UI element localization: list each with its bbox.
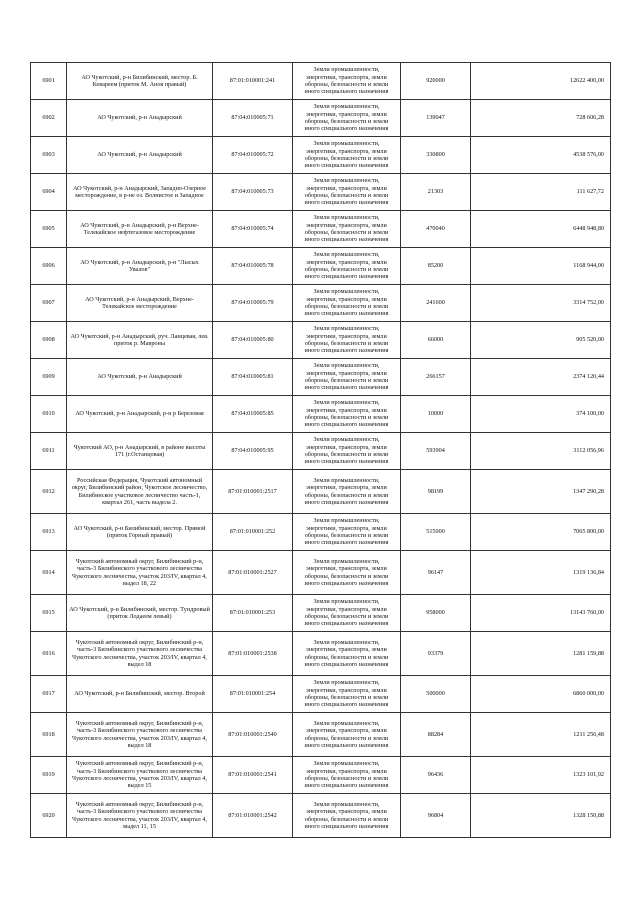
table-row [31,285,611,322]
land-category-line: обороны, безопасности и земли [304,414,389,421]
row-id: 6914 [31,551,67,595]
land-category-line: энергетики, транспорта, земли [306,295,387,303]
area-cell: 88284 [401,713,471,757]
cadastral-number-cell: 87:01:010001:241 [213,63,293,100]
cadastral-number-cell: 87:04:010005:78 [213,248,293,285]
land-category-line: обороны, безопасности и земли [304,653,389,661]
land-category-line: обороны, безопасности и земли [304,734,389,742]
land-category-line: Земли промышленности, [313,177,380,185]
land-category-line: иного специального назначения [304,347,389,355]
row-id: 6916 [31,632,67,676]
address-cell: АО Чукотский, р-н Билибинский, местор. Прямой (приток Горный правый) [67,514,213,551]
cadastral-value-cell: 1347 290,28 [471,470,611,514]
land-category-line: энергетики, транспорта, земли [306,646,387,654]
land-category-line: иного специального назначения [304,125,389,133]
table-row [31,514,611,551]
cadastral-value-cell: 1323 101,92 [471,757,611,794]
land-category-line: Земли промышленности, [313,140,380,148]
land-category-line: иного специального назначения [304,660,389,668]
land-category-line: энергетики, транспорта, земли [306,565,387,573]
cadastral-number-cell: 87:01:010001:254 [213,676,293,713]
land-category-cell [293,470,401,514]
table-row [31,211,611,248]
cadastral-number-cell: 87:04:010005:72 [213,137,293,174]
table-row [31,551,611,595]
table-row [31,359,611,396]
land-category-line: иного специального назначения [304,539,389,547]
cadastral-value-cell: 1281 159,88 [471,632,611,676]
table-row [31,757,611,794]
land-category-line: иного специального назначения [304,701,389,709]
land-category-line: Земли промышленности, [313,517,380,525]
land-category-cell [293,174,401,211]
land-category-line: иного специального назначения [304,498,389,506]
cadastral-value-cell: 6448 948,80 [471,211,611,248]
row-id: 6905 [31,211,67,248]
row-id: 6903 [31,137,67,174]
address-cell: АО Чукотский, р-н Билибинский, местор. Тундровый (приток Лодаеем левый) [67,595,213,632]
address-cell: Чукотский автономный округ, Билибинский р-н, часть-3 Билибинского участкового лесничества Чукотского лесничества, участок 203/IV, квартал 4, выдел 11, 15 [67,794,213,838]
row-id: 6915 [31,595,67,632]
land-registry-table [30,62,611,838]
land-category-line: обороны, безопасности и земли [304,229,389,236]
cadastral-number-cell: 87:04:010005:95 [213,433,293,470]
land-category-cell [293,285,401,322]
table-row [31,63,611,100]
land-category-line: иного специального назначения [304,822,389,830]
land-category-line: энергетики, транспорта, земли [306,73,387,81]
area-cell: 96804 [401,794,471,838]
land-category-line: обороны, безопасности и земли [304,303,389,310]
land-category-line: иного специального назначения [304,199,389,207]
land-category-line: обороны, безопасности и земли [304,775,389,782]
area-cell: 139047 [401,100,471,137]
row-id: 6907 [31,285,67,322]
table-row [31,137,611,174]
cadastral-value-cell: 374 100,00 [471,396,611,433]
cadastral-number-cell: 87:01:010001:2538 [213,632,293,676]
land-category-line: Земли промышленности, [313,557,380,565]
table-row [31,433,611,470]
area-cell: 920000 [401,63,471,100]
cadastral-value-cell: 13143 760,00 [471,595,611,632]
land-category-line: иного специального назначения [304,579,389,587]
table-row [31,794,611,838]
cadastral-number-cell: 87:01:010001:2517 [213,470,293,514]
land-category-cell [293,396,401,433]
row-id: 6920 [31,794,67,838]
cadastral-number-cell: 87:04:010005:79 [213,285,293,322]
cadastral-value-cell: 905 520,00 [471,322,611,359]
area-cell: 593904 [401,433,471,470]
land-category-cell [293,713,401,757]
cadastral-number-cell: 87:01:010001:2527 [213,551,293,595]
land-category-line: энергетики, транспорта, земли [306,221,387,229]
land-category-line: энергетики, транспорта, земли [306,605,387,613]
land-category-line: обороны, безопасности и земли [304,118,389,125]
land-category-line: обороны, безопасности и земли [304,815,389,823]
cadastral-value-cell: 2374 120,44 [471,359,611,396]
address-cell: Российская Федерация, Чукотский автономный округ, Билибинский район, Чукотское лесничество, Билибинское участковое лесничество часть-1, квартал 261, часть выдела 2. [67,470,213,514]
land-category-cell [293,676,401,713]
address-cell: АО Чукотский, р-н Анадырский, р-н р Березовая [67,396,213,433]
cadastral-number-cell: 87:01:010001:2542 [213,794,293,838]
land-category-line: обороны, безопасности и земли [304,81,389,88]
land-category-cell [293,322,401,359]
land-category-line: иного специального назначения [304,88,389,96]
land-category-cell [293,137,401,174]
land-category-cell [293,100,401,137]
cadastral-number-cell: 87:04:010005:71 [213,100,293,137]
row-id: 6902 [31,100,67,137]
cadastral-value-cell: 1319 136,84 [471,551,611,595]
area-cell: 241600 [401,285,471,322]
table-row [31,632,611,676]
land-category-line: энергетики, транспорта, земли [306,808,387,816]
land-category-cell [293,211,401,248]
row-id: 6919 [31,757,67,794]
land-category-cell [293,595,401,632]
land-category-line: энергетики, транспорта, земли [306,332,387,340]
cadastral-value-cell: 4538 576,00 [471,137,611,174]
cadastral-number-cell: 87:01:010001:252 [213,514,293,551]
land-category-line: обороны, безопасности и земли [304,613,389,620]
land-category-line: Земли промышленности, [313,325,380,333]
cadastral-number-cell: 87:04:010005:85 [213,396,293,433]
land-category-line: обороны, безопасности и земли [304,155,389,162]
land-category-cell [293,63,401,100]
address-cell: Чукотский автономный округ, Билибинский р-н, часть-3 Билибинского участкового лесничества Чукотского лесничества, участок 203/IV, квартал 4, выдел 18 [67,713,213,757]
land-category-line: обороны, безопасности и земли [304,340,389,347]
address-cell: АО Чукотский, р-н Анадырский [67,359,213,396]
land-category-line: энергетики, транспорта, земли [306,258,387,266]
address-cell: АО Чукотский, р-н Анадырский, р-н Верхне-Телекайское нефтегазовое месторождение [67,211,213,248]
cadastral-value-cell: 3112 056,96 [471,433,611,470]
land-category-cell [293,514,401,551]
table-row [31,322,611,359]
land-category-cell [293,433,401,470]
row-id: 6917 [31,676,67,713]
land-category-line: Земли промышленности, [313,214,380,222]
row-id: 6908 [31,322,67,359]
area-cell: 500000 [401,676,471,713]
table-row [31,470,611,514]
land-category-line: иного специального назначения [304,162,389,170]
row-id: 6906 [31,248,67,285]
land-category-line: Земли промышленности, [313,800,380,808]
address-cell: АО Чукотский, р-н Билибинский, местор. Б. Кевареем (приток М. Аноя правый) [67,63,213,100]
land-category-line: энергетики, транспорта, земли [306,147,387,155]
table-row [31,174,611,211]
land-registry-body [31,63,611,838]
land-category-line: иного специального назначения [304,421,389,429]
area-cell: 958000 [401,595,471,632]
land-category-line: обороны, безопасности и земли [304,266,389,273]
land-category-line: иного специального назначения [304,620,389,628]
area-cell: 515000 [401,514,471,551]
area-cell: 10000 [401,396,471,433]
land-category-line: энергетики, транспорта, земли [306,369,387,377]
row-id: 6909 [31,359,67,396]
land-category-line: Земли промышленности, [313,476,380,484]
land-category-line: обороны, безопасности и земли [304,572,389,580]
cadastral-value-cell: 3314 752,00 [471,285,611,322]
area-cell: 96436 [401,757,471,794]
address-cell: Чукотский автономный округ, Билибинский р-н, часть-3 Билибинского участкового лесничества Чукотского лесничества, участок 203/IV, квартал 4, выдел 18 [67,632,213,676]
address-cell: АО Чукотский, р-н Анадырский [67,100,213,137]
land-category-line: обороны, безопасности и земли [304,694,389,701]
address-cell: АО Чукотский, р-н Билибинский, местор. Второй [67,676,213,713]
row-id: 6901 [31,63,67,100]
area-cell: 98199 [401,470,471,514]
land-category-line: обороны, безопасности и земли [304,377,389,384]
land-category-line: Земли промышленности, [313,399,380,407]
address-cell: АО Чукотский, р-н Анадырский [67,137,213,174]
land-category-line: обороны, безопасности и земли [304,491,389,499]
land-category-line: энергетики, транспорта, земли [306,443,387,451]
cadastral-value-cell: 6860 000,00 [471,676,611,713]
cadastral-number-cell: 87:04:010005:81 [213,359,293,396]
land-category-line: Земли промышленности, [313,760,380,768]
land-category-line: Земли промышленности, [313,288,380,296]
area-cell: 470040 [401,211,471,248]
address-cell: Чукотский автономный округ, Билибинский р-н, часть-3 Билибинского участкового лесничества Чукотского лесничества, участок 203/IV, квартал 4, выдел 15 [67,757,213,794]
land-category-line: Земли промышленности, [313,103,380,111]
area-cell: 266157 [401,359,471,396]
land-category-line: обороны, безопасности и земли [304,532,389,539]
cadastral-value-cell: 7065 800,00 [471,514,611,551]
land-category-line: иного специального назначения [304,384,389,392]
row-id: 6913 [31,514,67,551]
cadastral-number-cell: 87:04:010005:73 [213,174,293,211]
land-category-cell [293,359,401,396]
land-category-line: иного специального назначения [304,782,389,790]
area-cell: 85200 [401,248,471,285]
cadastral-number-cell: 87:01:010001:2540 [213,713,293,757]
land-category-line: иного специального назначения [304,273,389,281]
address-cell: АО Чукотский, р-н Анадырский, руч. Ланцевая, лев. приток р. Мавроны [67,322,213,359]
address-cell: АО Чукотский, р-н Анадырский, Верхне-Телекайское месторождение [67,285,213,322]
table-row [31,595,611,632]
land-category-line: обороны, безопасности и земли [304,192,389,199]
land-category-line: энергетики, транспорта, земли [306,767,387,775]
cadastral-value-cell: 12622 400,00 [471,63,611,100]
row-id: 6911 [31,433,67,470]
land-category-line: энергетики, транспорта, земли [306,406,387,414]
cadastral-value-cell: 728 606,28 [471,100,611,137]
row-id: 6918 [31,713,67,757]
row-id: 6912 [31,470,67,514]
row-id: 6904 [31,174,67,211]
area-cell: 66000 [401,322,471,359]
land-category-line: иного специального назначения [304,458,389,466]
cadastral-number-cell: 87:01:010001:2541 [213,757,293,794]
row-id: 6910 [31,396,67,433]
address-cell: Чукотский АО, р-н Анадырский, в районе высоты 171 (г.Останцовая) [67,433,213,470]
land-category-line: иного специального назначения [304,310,389,318]
cadastral-number-cell: 87:01:010001:253 [213,595,293,632]
land-category-cell [293,794,401,838]
table-row [31,396,611,433]
land-category-cell [293,757,401,794]
land-category-cell [293,632,401,676]
land-category-line: энергетики, транспорта, земли [306,686,387,694]
table-row [31,713,611,757]
cadastral-number-cell: 87:04:010005:80 [213,322,293,359]
land-category-line: иного специального назначения [304,236,389,244]
land-category-line: Земли промышленности, [313,719,380,727]
cadastral-value-cell: 1328 150,88 [471,794,611,838]
land-category-line: Земли промышленности, [313,362,380,370]
land-category-line: Земли промышленности, [313,66,380,74]
cadastral-value-cell: 111 627,72 [471,174,611,211]
land-category-cell [293,248,401,285]
area-cell: 21303 [401,174,471,211]
cadastral-value-cell: 1168 944,00 [471,248,611,285]
land-category-line: Земли промышленности, [313,679,380,687]
land-category-line: энергетики, транспорта, земли [306,524,387,532]
area-cell: 93379 [401,632,471,676]
cadastral-number-cell: 87:04:010005:74 [213,211,293,248]
table-row [31,248,611,285]
land-category-line: энергетики, транспорта, земли [306,184,387,192]
land-category-line: Земли промышленности, [313,436,380,444]
table-row [31,676,611,713]
land-category-line: Земли промышленности, [313,638,380,646]
area-cell: 96147 [401,551,471,595]
land-category-line: обороны, безопасности и земли [304,451,389,458]
land-category-line: Земли промышленности, [313,251,380,259]
table-row [31,100,611,137]
address-cell: АО Чукотский, р-н Анадырский, Западно-Озерное месторождение, в р-не оз. Волнистое и Западное [67,174,213,211]
cadastral-value-cell: 1211 256,48 [471,713,611,757]
land-category-line: энергетики, транспорта, земли [306,727,387,735]
land-category-line: Земли промышленности, [313,598,380,606]
land-category-line: энергетики, транспорта, земли [306,484,387,492]
area-cell: 330800 [401,137,471,174]
address-cell: АО Чукотский, р-н Анадырский, р-н "Лысых Увалов" [67,248,213,285]
address-cell: Чукотский автономный округ, Билибинский р-н, часть-3 Билибинского участкового лесничества Чукотского лесничества, участок 203/IV, квартал 4, выдел 18, 22 [67,551,213,595]
land-category-cell [293,551,401,595]
land-category-line: энергетики, транспорта, земли [306,110,387,118]
land-category-line: иного специального назначения [304,741,389,749]
